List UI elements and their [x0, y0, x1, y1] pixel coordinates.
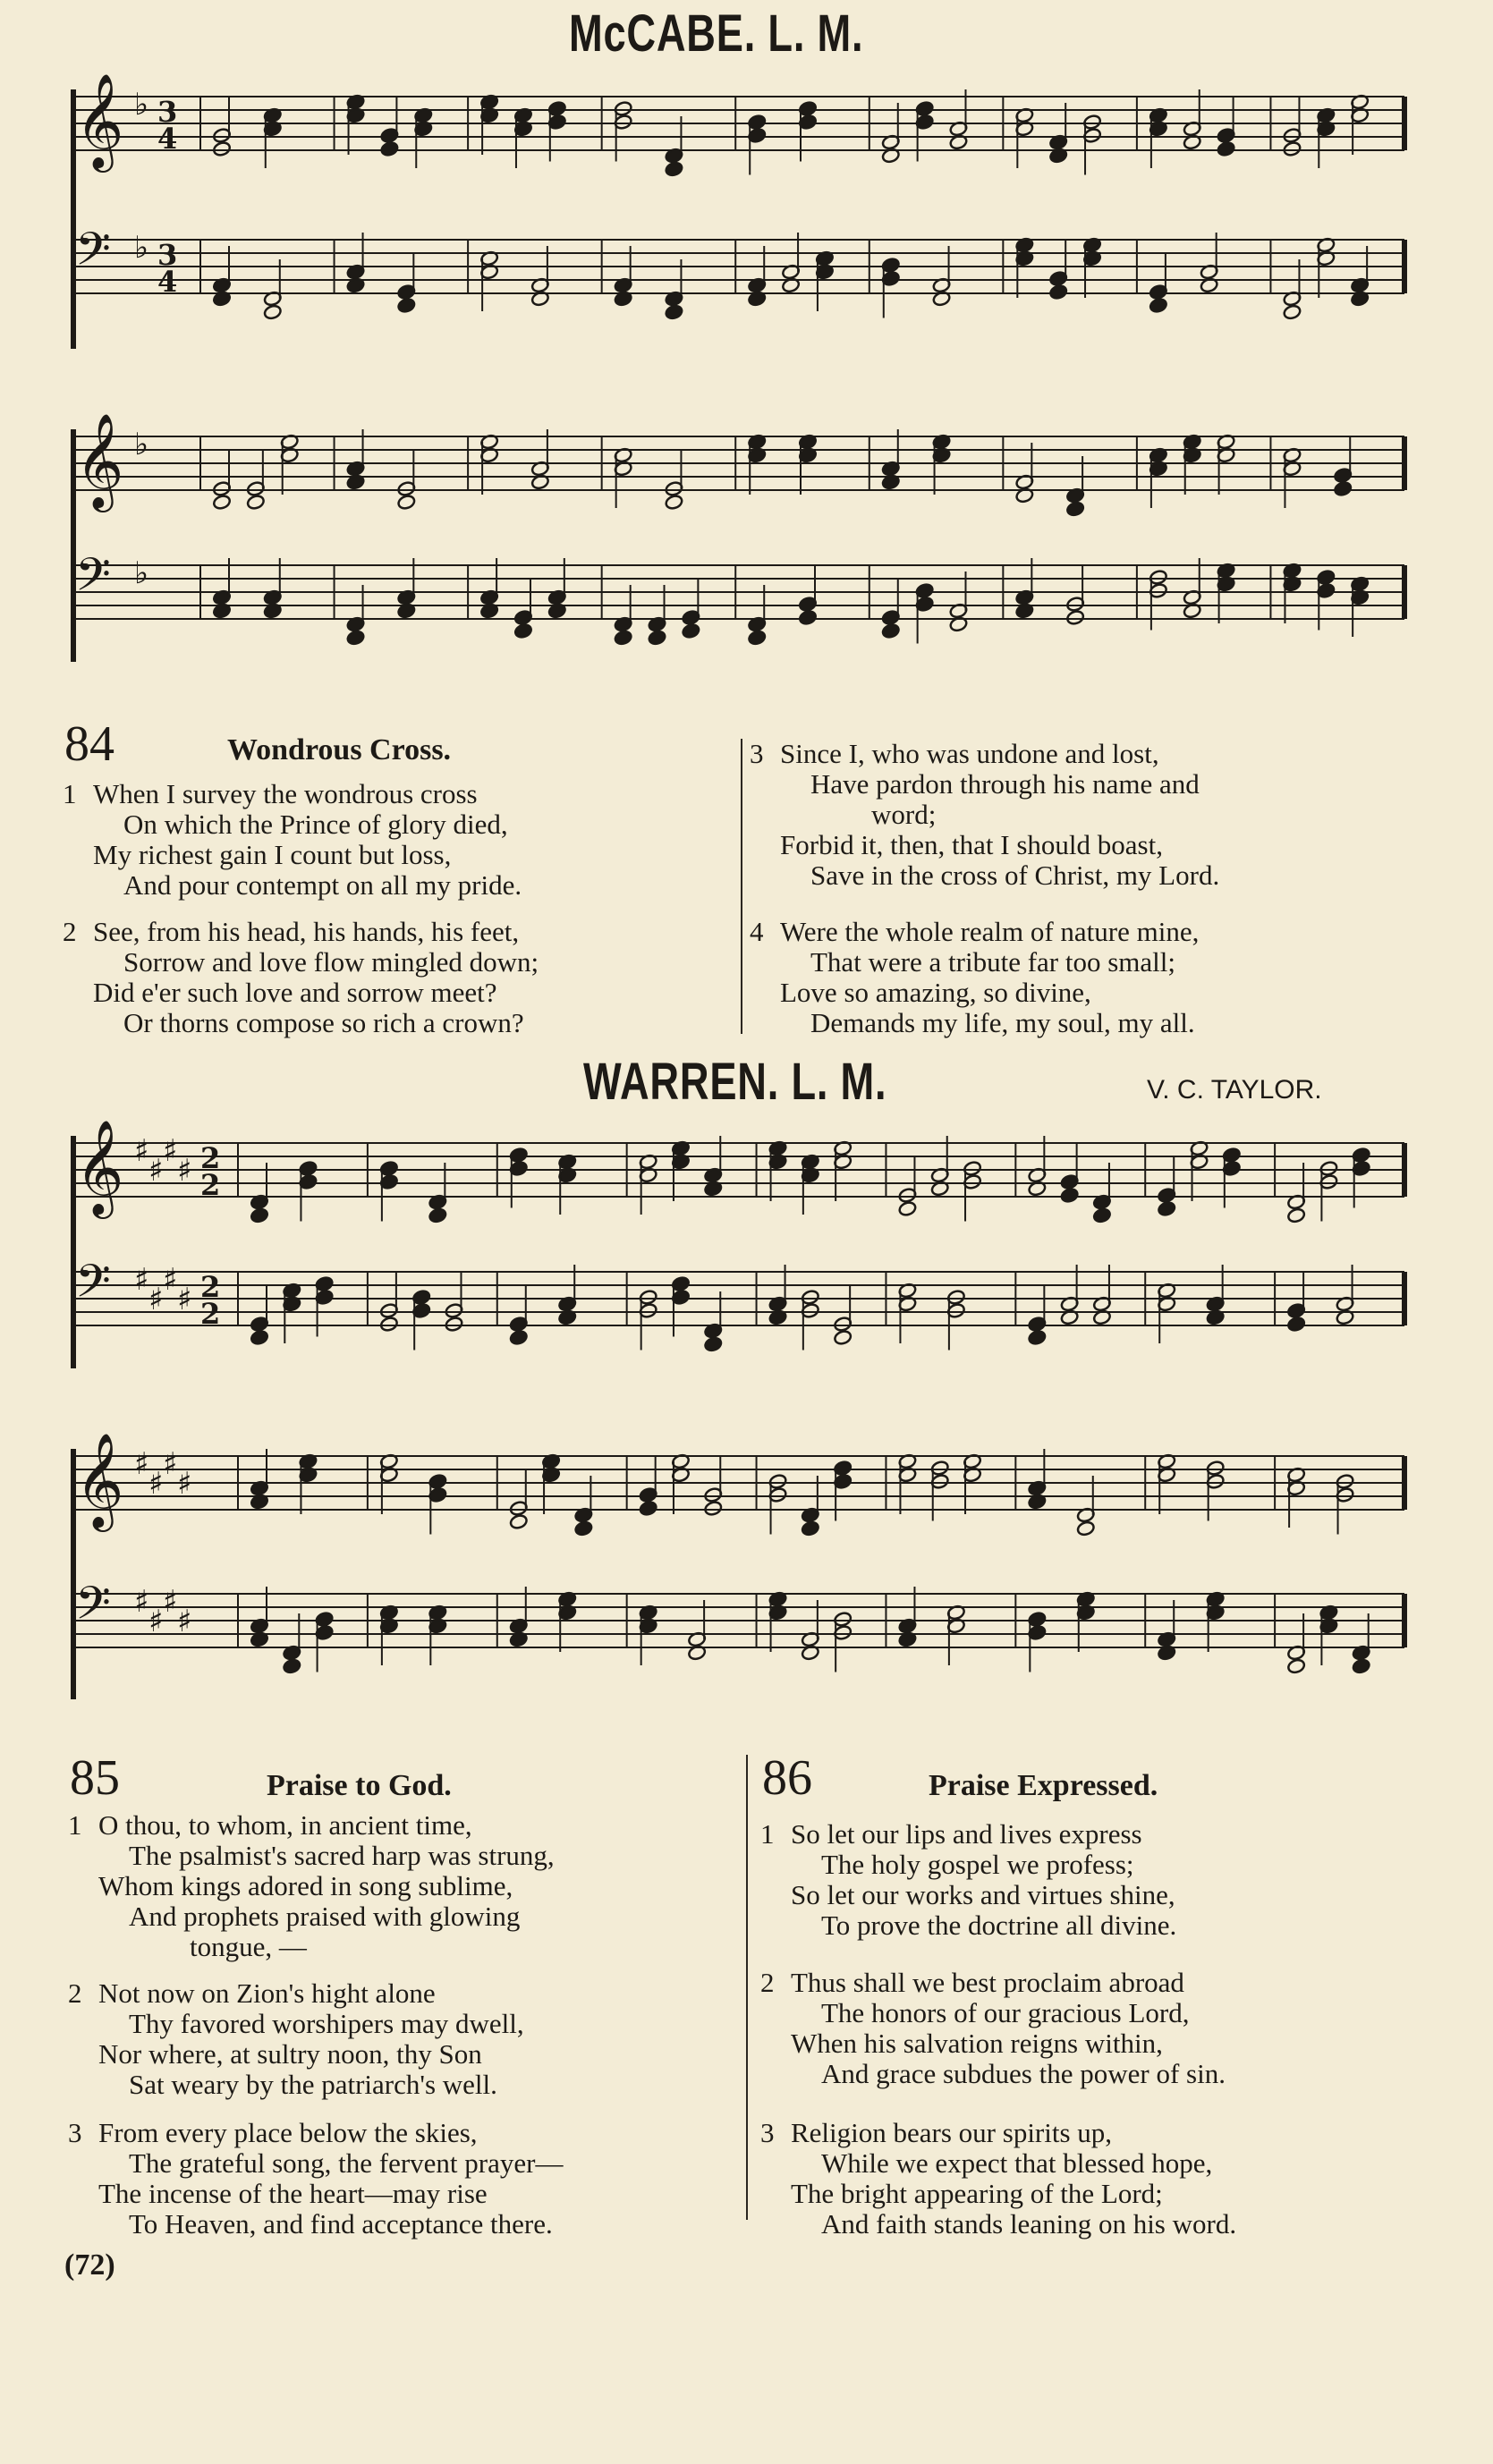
time-signature-icon: 3 [157, 238, 178, 272]
treble-clef-icon: 𝄞 [75, 72, 124, 168]
note-head-icon [283, 1658, 301, 1674]
staff [72, 1576, 1404, 1674]
note-head-icon [798, 609, 817, 625]
hymn-84-verse-1: 1 When I survey the wondrous cross On which the Prince of glory died, My richest gain I count but loss, And pour contempt on all my pride. [63, 778, 522, 901]
key-signature-icon: ♯ [163, 1262, 178, 1298]
staff [72, 1254, 1404, 1352]
page-number: (72) [64, 2248, 115, 2282]
note-head-icon [748, 630, 767, 646]
hymn-number-84: 84 [64, 716, 115, 772]
note-head-icon [513, 622, 532, 639]
column-divider-2 [746, 1755, 748, 2220]
note-head-icon [1286, 1316, 1305, 1332]
note-head-icon [250, 1329, 268, 1345]
note-head-icon [665, 494, 683, 510]
note-head-icon [1060, 1187, 1079, 1203]
hymn-84-verse-2: 2 See, from his head, his hands, his feet, Sorrow and love flow mingled down; Did e'er such love and sorrow meet? Or thorns compose so rich a crown? [63, 916, 539, 1038]
note-head-icon [509, 1329, 528, 1345]
note-head-icon [665, 304, 683, 320]
note-head-icon [250, 1207, 268, 1224]
note-head-icon [1076, 1520, 1095, 1537]
note-head-icon [881, 622, 900, 639]
key-signature-icon: ♯ [163, 1446, 178, 1482]
note-head-icon [639, 1500, 657, 1516]
time-signature-icon: 2 [200, 1168, 221, 1202]
staff [72, 1432, 1404, 1537]
key-signature-icon: ♯ [148, 1604, 164, 1639]
note-head-icon [1149, 297, 1167, 313]
staff [72, 222, 1404, 320]
note-head-icon [1334, 480, 1353, 496]
hymn-title-84: Wondrous Cross. [227, 733, 452, 766]
note-head-icon [1283, 304, 1302, 320]
time-signature-icon: 4 [157, 265, 178, 299]
hymn-title-86: Praise Expressed. [929, 1769, 1158, 1802]
note-head-icon [704, 1500, 723, 1516]
hymn-86-verse-2: 2 Thus shall we best proclaim abroad The honors of our gracious Lord, When his salvation reigns within, And grace subdues the power of sin. [760, 1967, 1226, 2089]
key-signature-icon: ♯ [134, 1262, 149, 1298]
key-signature-icon: ♭ [134, 555, 149, 591]
hymn-number-86: 86 [762, 1750, 812, 1806]
note-head-icon [574, 1520, 593, 1537]
note-head-icon [1065, 501, 1084, 517]
note-head-icon [346, 630, 365, 646]
bass-clef-icon: 𝄢 [75, 547, 111, 613]
bass-clef-icon: 𝄢 [75, 1576, 111, 1641]
time-signature-icon: 2 [200, 1270, 221, 1304]
note-head-icon [397, 494, 416, 510]
key-signature-icon: ♭ [134, 230, 149, 266]
staff [72, 1119, 1404, 1224]
treble-clef-icon: 𝄞 [75, 412, 124, 508]
time-signature-icon: 2 [200, 1297, 221, 1331]
key-signature-icon: ♯ [134, 1133, 149, 1169]
treble-clef-icon: 𝄞 [75, 1432, 124, 1528]
note-head-icon [397, 297, 416, 313]
hymn-85-verse-3: 3 From every place below the skies, The grateful song, the fervent prayer— The incense of the heart—may rise To Heaven, and find acceptance there. [68, 2117, 564, 2240]
hymn-85-verse-1: 1 O thou, to whom, in ancient time, The psalmist's sacred harp was strung, Whom kings adored in song sublime, And prophets praised with glowing tongue, — [68, 1809, 555, 1962]
key-signature-icon: ♯ [148, 1282, 164, 1317]
note-head-icon [1283, 140, 1302, 157]
note-head-icon [898, 1200, 917, 1216]
hymn-84-verse-3: 3 Since I, who was undone and lost, Have pardon through his name and word; Forbid it, then, that I should boast, Save in the cross of Christ, my Lord. [750, 738, 1220, 891]
hymn-85-verse-2: 2 Not now on Zion's hight alone Thy favored worshipers may dwell, Nor where, at sultry noon, thy Son Sat weary by the patriarch's well. [68, 1977, 524, 2100]
note-head-icon [1049, 284, 1068, 300]
key-signature-icon: ♯ [148, 1153, 164, 1189]
note-head-icon [665, 161, 683, 177]
key-signature-icon: ♯ [177, 1153, 192, 1189]
time-signature-icon: 4 [157, 122, 178, 156]
time-signature-icon: 3 [157, 95, 178, 129]
note-head-icon [212, 140, 231, 157]
staff [72, 547, 1404, 646]
key-signature-icon: ♯ [177, 1604, 192, 1639]
note-head-icon [1158, 1200, 1176, 1216]
music-score-warren-system-2 [63, 1422, 1422, 1753]
key-signature-icon: ♯ [134, 1584, 149, 1620]
hymn-title-85: Praise to God. [267, 1769, 452, 1802]
bass-clef-icon: 𝄢 [75, 222, 111, 287]
note-head-icon [263, 304, 282, 320]
note-head-icon [1352, 1658, 1370, 1674]
note-head-icon [682, 622, 700, 639]
staff [72, 412, 1404, 517]
note-head-icon [1065, 609, 1084, 625]
note-head-icon [380, 140, 399, 157]
key-signature-icon: ♯ [148, 1466, 164, 1502]
tune-title-mccabe: McCABE. L. M. [569, 4, 864, 63]
key-signature-icon: ♯ [163, 1584, 178, 1620]
note-head-icon [428, 1207, 447, 1224]
tune-title-warren: WARREN. L. M. [583, 1053, 887, 1111]
note-head-icon [1217, 140, 1235, 157]
bass-clef-icon: 𝄢 [75, 1254, 111, 1319]
key-signature-icon: ♭ [134, 87, 149, 123]
note-head-icon [1286, 1658, 1305, 1674]
key-signature-icon: ♭ [134, 427, 149, 462]
staff [72, 72, 1404, 177]
note-head-icon [704, 1336, 723, 1352]
composer-credit: V. C. TAYLOR. [1147, 1075, 1322, 1105]
note-head-icon [614, 630, 632, 646]
music-score-warren-system-1 [63, 1109, 1422, 1422]
time-signature-icon: 2 [200, 1141, 221, 1175]
key-signature-icon: ♯ [134, 1446, 149, 1482]
key-signature-icon: ♯ [177, 1282, 192, 1317]
note-head-icon [833, 1329, 852, 1345]
music-score-mccabe-system-1 [63, 63, 1422, 402]
music-score-mccabe-system-2 [63, 402, 1422, 715]
hymn-86-verse-1: 1 So let our lips and lives express The holy gospel we profess; So let our works and virtues shine, To prove the doctrine all divine. [760, 1818, 1177, 1941]
note-head-icon [246, 494, 265, 510]
note-head-icon [1286, 1207, 1305, 1224]
note-head-icon [1028, 1329, 1047, 1345]
note-head-icon [509, 1513, 528, 1529]
note-head-icon [379, 1316, 398, 1332]
note-head-icon [648, 630, 666, 646]
hymn-number-85: 85 [70, 1750, 120, 1806]
column-divider [741, 739, 742, 1034]
note-head-icon [212, 494, 231, 510]
hymn-86-verse-3: 3 Religion bears our spirits up, While we expect that blessed hope, The bright appearing of the Lord; And faith stands leaning on his word. [760, 2117, 1237, 2240]
note-head-icon [801, 1520, 819, 1537]
hymn-84-verse-4: 4 Were the whole realm of nature mine, That were a tribute far too small; Love so amazing, so divine, Demands my life, my soul, my all. [750, 916, 1200, 1038]
note-head-icon [1092, 1207, 1111, 1224]
treble-clef-icon: 𝄞 [75, 1119, 124, 1215]
key-signature-icon: ♯ [177, 1466, 192, 1502]
note-head-icon [445, 1316, 463, 1332]
key-signature-icon: ♯ [163, 1133, 178, 1169]
